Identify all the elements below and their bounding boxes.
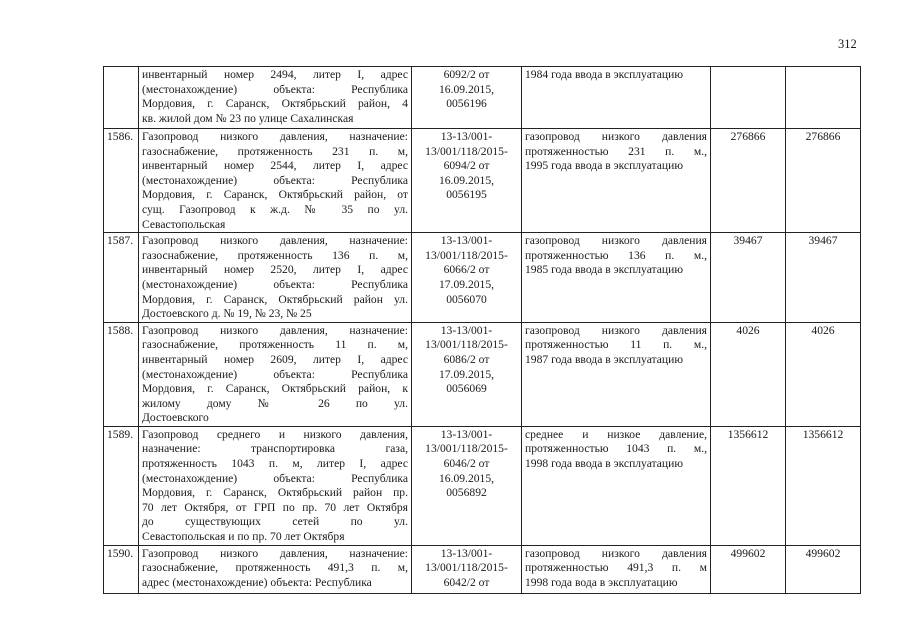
description-cell <box>139 426 412 545</box>
description-line: Мордовия, г. Саранск, Октябрьский район, от <box>142 188 408 202</box>
description-line: Мордовия, г. Саранск, Октябрьский район ул. <box>142 292 408 306</box>
value-1-cell <box>711 67 786 129</box>
value-1-cell <box>711 233 786 323</box>
description-line: Достоевского д. № 19, № 23, № 25 <box>142 307 312 321</box>
description-line: (местонахождение) объекта: Республика <box>142 82 408 96</box>
description-line: (местонахождение) объекта: Республика <box>142 173 408 187</box>
registration-line: 13-13/001- <box>440 546 493 560</box>
page-number: 312 <box>838 37 857 51</box>
description-line: кв. жилой дом № 23 по улице Сахалинская <box>142 111 354 125</box>
characteristics-line: среднее и низкое давление, <box>525 427 707 441</box>
characteristics-cell <box>522 233 711 323</box>
description-line: адрес (местонахождение) объекта: Республика <box>142 575 372 589</box>
description-line: Газопровод низкого давления, назначение: <box>142 546 408 560</box>
table-row <box>104 426 861 545</box>
value-1: 4026 <box>736 323 760 337</box>
description-line: 70 лет Октября, от ГРП по пр. 70 лет Октября <box>142 500 408 514</box>
characteristics-line: протяженностью 491,3 п. м <box>525 561 707 575</box>
characteristics-cell <box>522 426 711 545</box>
description-line: Севастопольская и по пр. 70 лет Октября <box>142 530 345 544</box>
registration-line: 13-13/001- <box>440 130 493 143</box>
description-line: инвентарный номер 2609, литер I, адрес <box>142 352 408 366</box>
registration-line: 0056070 <box>446 292 487 306</box>
value-1-cell <box>711 322 786 426</box>
row-number-cell <box>104 322 139 426</box>
registration-line: 6094/2 от <box>443 159 490 173</box>
registration-line: 16.09.2015, <box>438 173 495 187</box>
description-line: Достоевского <box>142 411 209 425</box>
row-number-cell <box>104 129 139 233</box>
description-cell <box>139 67 412 129</box>
row-number: 1588. <box>107 323 134 337</box>
description-cell <box>139 233 412 323</box>
value-2: 499602 <box>805 546 841 560</box>
description-cell <box>139 322 412 426</box>
registration-line: 0056069 <box>446 382 487 396</box>
registration-line: 13/001/118/2015- <box>425 442 508 456</box>
value-2: 4026 <box>811 323 835 337</box>
registration-line: 13-13/001- <box>440 427 493 441</box>
registration-line: 13/001/118/2015- <box>425 338 508 352</box>
description-line: Газопровод низкого давления, назначение: <box>142 323 408 337</box>
registration-line: 13-13/001- <box>440 323 493 337</box>
registration-line: 13/001/118/2015- <box>425 561 508 575</box>
registration-line: 6092/2 от <box>443 68 490 81</box>
value-2: 1356612 <box>802 427 844 441</box>
description-line: (местонахождение) объекта: Республика <box>142 471 408 485</box>
characteristics-line: газопровод низкого давления <box>525 130 707 143</box>
value-1-cell <box>711 129 786 233</box>
value-2: 276866 <box>805 130 841 143</box>
value-2-cell <box>786 67 861 129</box>
description-line: (местонахождение) объекта: Республика <box>142 277 408 291</box>
table-row <box>104 322 861 426</box>
registration-line: 17.09.2015, <box>438 367 495 381</box>
description-line: газоснабжение, протяженность 231 п. м, <box>142 144 408 158</box>
characteristics-line: 1995 года ввода в эксплуатацию <box>525 159 683 173</box>
registration-cell <box>412 322 522 426</box>
description-line: Мордовия, г. Саранск, Октябрьский район, 4 <box>142 97 408 111</box>
registration-cell <box>412 67 522 129</box>
registration-cell <box>412 545 522 593</box>
gas-pipeline-registry-table <box>103 66 861 594</box>
description-line: Газопровод низкого давления, назначение: <box>142 234 408 248</box>
description-cell <box>139 129 412 233</box>
description-line: до существующих сетей по ул. <box>142 515 408 529</box>
characteristics-cell <box>522 545 711 593</box>
row-number: 1589. <box>107 427 134 441</box>
table-row <box>104 67 861 129</box>
row-number-cell <box>104 545 139 593</box>
characteristics-line: 1984 года ввода в эксплуатацию <box>525 68 683 81</box>
registration-cell <box>412 129 522 233</box>
registration-cell <box>412 233 522 323</box>
row-number-cell <box>104 426 139 545</box>
value-2-cell <box>786 545 861 593</box>
registration-cell <box>412 426 522 545</box>
characteristics-line: 1985 года ввода в эксплуатацию <box>525 263 683 277</box>
characteristics-cell <box>522 322 711 426</box>
description-line: Севастопольская <box>142 217 226 231</box>
characteristics-line: газопровод низкого давления <box>525 546 707 560</box>
row-number: 1590. <box>107 546 134 560</box>
description-line: газоснабжение, протяженность 491,3 п. м, <box>142 561 408 575</box>
characteristics-line: 1998 года ввода в эксплуатацию <box>525 457 683 471</box>
table-row <box>104 545 861 593</box>
description-line: Газопровод низкого давления, назначение: <box>142 130 408 143</box>
value-2-cell <box>786 129 861 233</box>
description-line: жилому дому № 26 по ул. <box>142 396 408 410</box>
description-line: назначение: транспортировка газа, <box>142 442 408 456</box>
table-row <box>104 233 861 323</box>
value-1: 39467 <box>733 234 763 248</box>
characteristics-line: протяженностью 11 п. м., <box>525 338 707 352</box>
registration-line: 16.09.2015, <box>438 82 495 96</box>
registration-line: 6042/2 от <box>443 575 490 589</box>
characteristics-line: протяженностью 136 п. м., <box>525 248 707 262</box>
registration-line: 13-13/001- <box>440 234 493 248</box>
registration-line: 0056196 <box>446 97 487 111</box>
value-1: 499602 <box>730 546 766 560</box>
value-1: 1356612 <box>727 427 769 441</box>
registration-line: 17.09.2015, <box>438 277 495 291</box>
description-line: сущ. Газопровод к ж.д. № 35 по ул. <box>142 202 408 216</box>
description-cell <box>139 545 412 593</box>
registration-line: 0056195 <box>446 188 487 202</box>
characteristics-line: протяженностью 1043 п. м., <box>525 442 707 456</box>
description-line: газоснабжение, протяженность 136 п. м, <box>142 248 408 262</box>
registration-line: 6066/2 от <box>443 263 490 277</box>
characteristics-line: газопровод низкого давления <box>525 323 707 337</box>
value-2: 39467 <box>808 234 838 248</box>
characteristics-line: газопровод низкого давления <box>525 234 707 248</box>
description-line: инвентарный номер 2494, литер I, адрес <box>142 68 408 81</box>
registration-line: 6046/2 от <box>443 457 490 471</box>
characteristics-line: 1987 года ввода в эксплуатацию <box>525 352 683 366</box>
registration-line: 0056892 <box>446 486 487 500</box>
registration-line: 13/001/118/2015- <box>425 248 508 262</box>
value-1: 276866 <box>730 130 766 143</box>
table-row <box>104 129 861 233</box>
description-line: протяженность 1043 п. м, литер I, адрес <box>142 457 408 471</box>
characteristics-line: протяженностью 231 п. м., <box>525 144 707 158</box>
description-line: инвентарный номер 2544, литер I, адрес <box>142 159 408 173</box>
value-2-cell <box>786 233 861 323</box>
value-2-cell <box>786 322 861 426</box>
value-1-cell <box>711 426 786 545</box>
description-line: Мордовия, г. Саранск, Октябрьский район, к <box>142 382 408 396</box>
description-line: Газопровод среднего и низкого давления, <box>142 427 408 441</box>
description-line: инвентарный номер 2520, литер I, адрес <box>142 263 408 277</box>
row-number: 1586. <box>107 130 134 143</box>
description-line: газоснабжение, протяженность 11 п. м, <box>142 338 408 352</box>
registration-line: 6086/2 от <box>443 352 490 366</box>
characteristics-cell <box>522 129 711 233</box>
description-line: (местонахождение) объекта: Республика <box>142 367 408 381</box>
table-body <box>104 67 861 594</box>
characteristics-cell <box>522 67 711 129</box>
characteristics-line: 1998 года вода в эксплуатацию <box>525 575 678 589</box>
row-number-cell <box>104 67 139 129</box>
description-line: Мордовия, г. Саранск, Октябрьский район пр. <box>142 486 408 500</box>
value-2-cell <box>786 426 861 545</box>
value-1-cell <box>711 545 786 593</box>
row-number: 1587. <box>107 234 134 248</box>
row-number-cell <box>104 233 139 323</box>
registration-line: 16.09.2015, <box>438 471 495 485</box>
registration-line: 13/001/118/2015- <box>425 144 508 158</box>
